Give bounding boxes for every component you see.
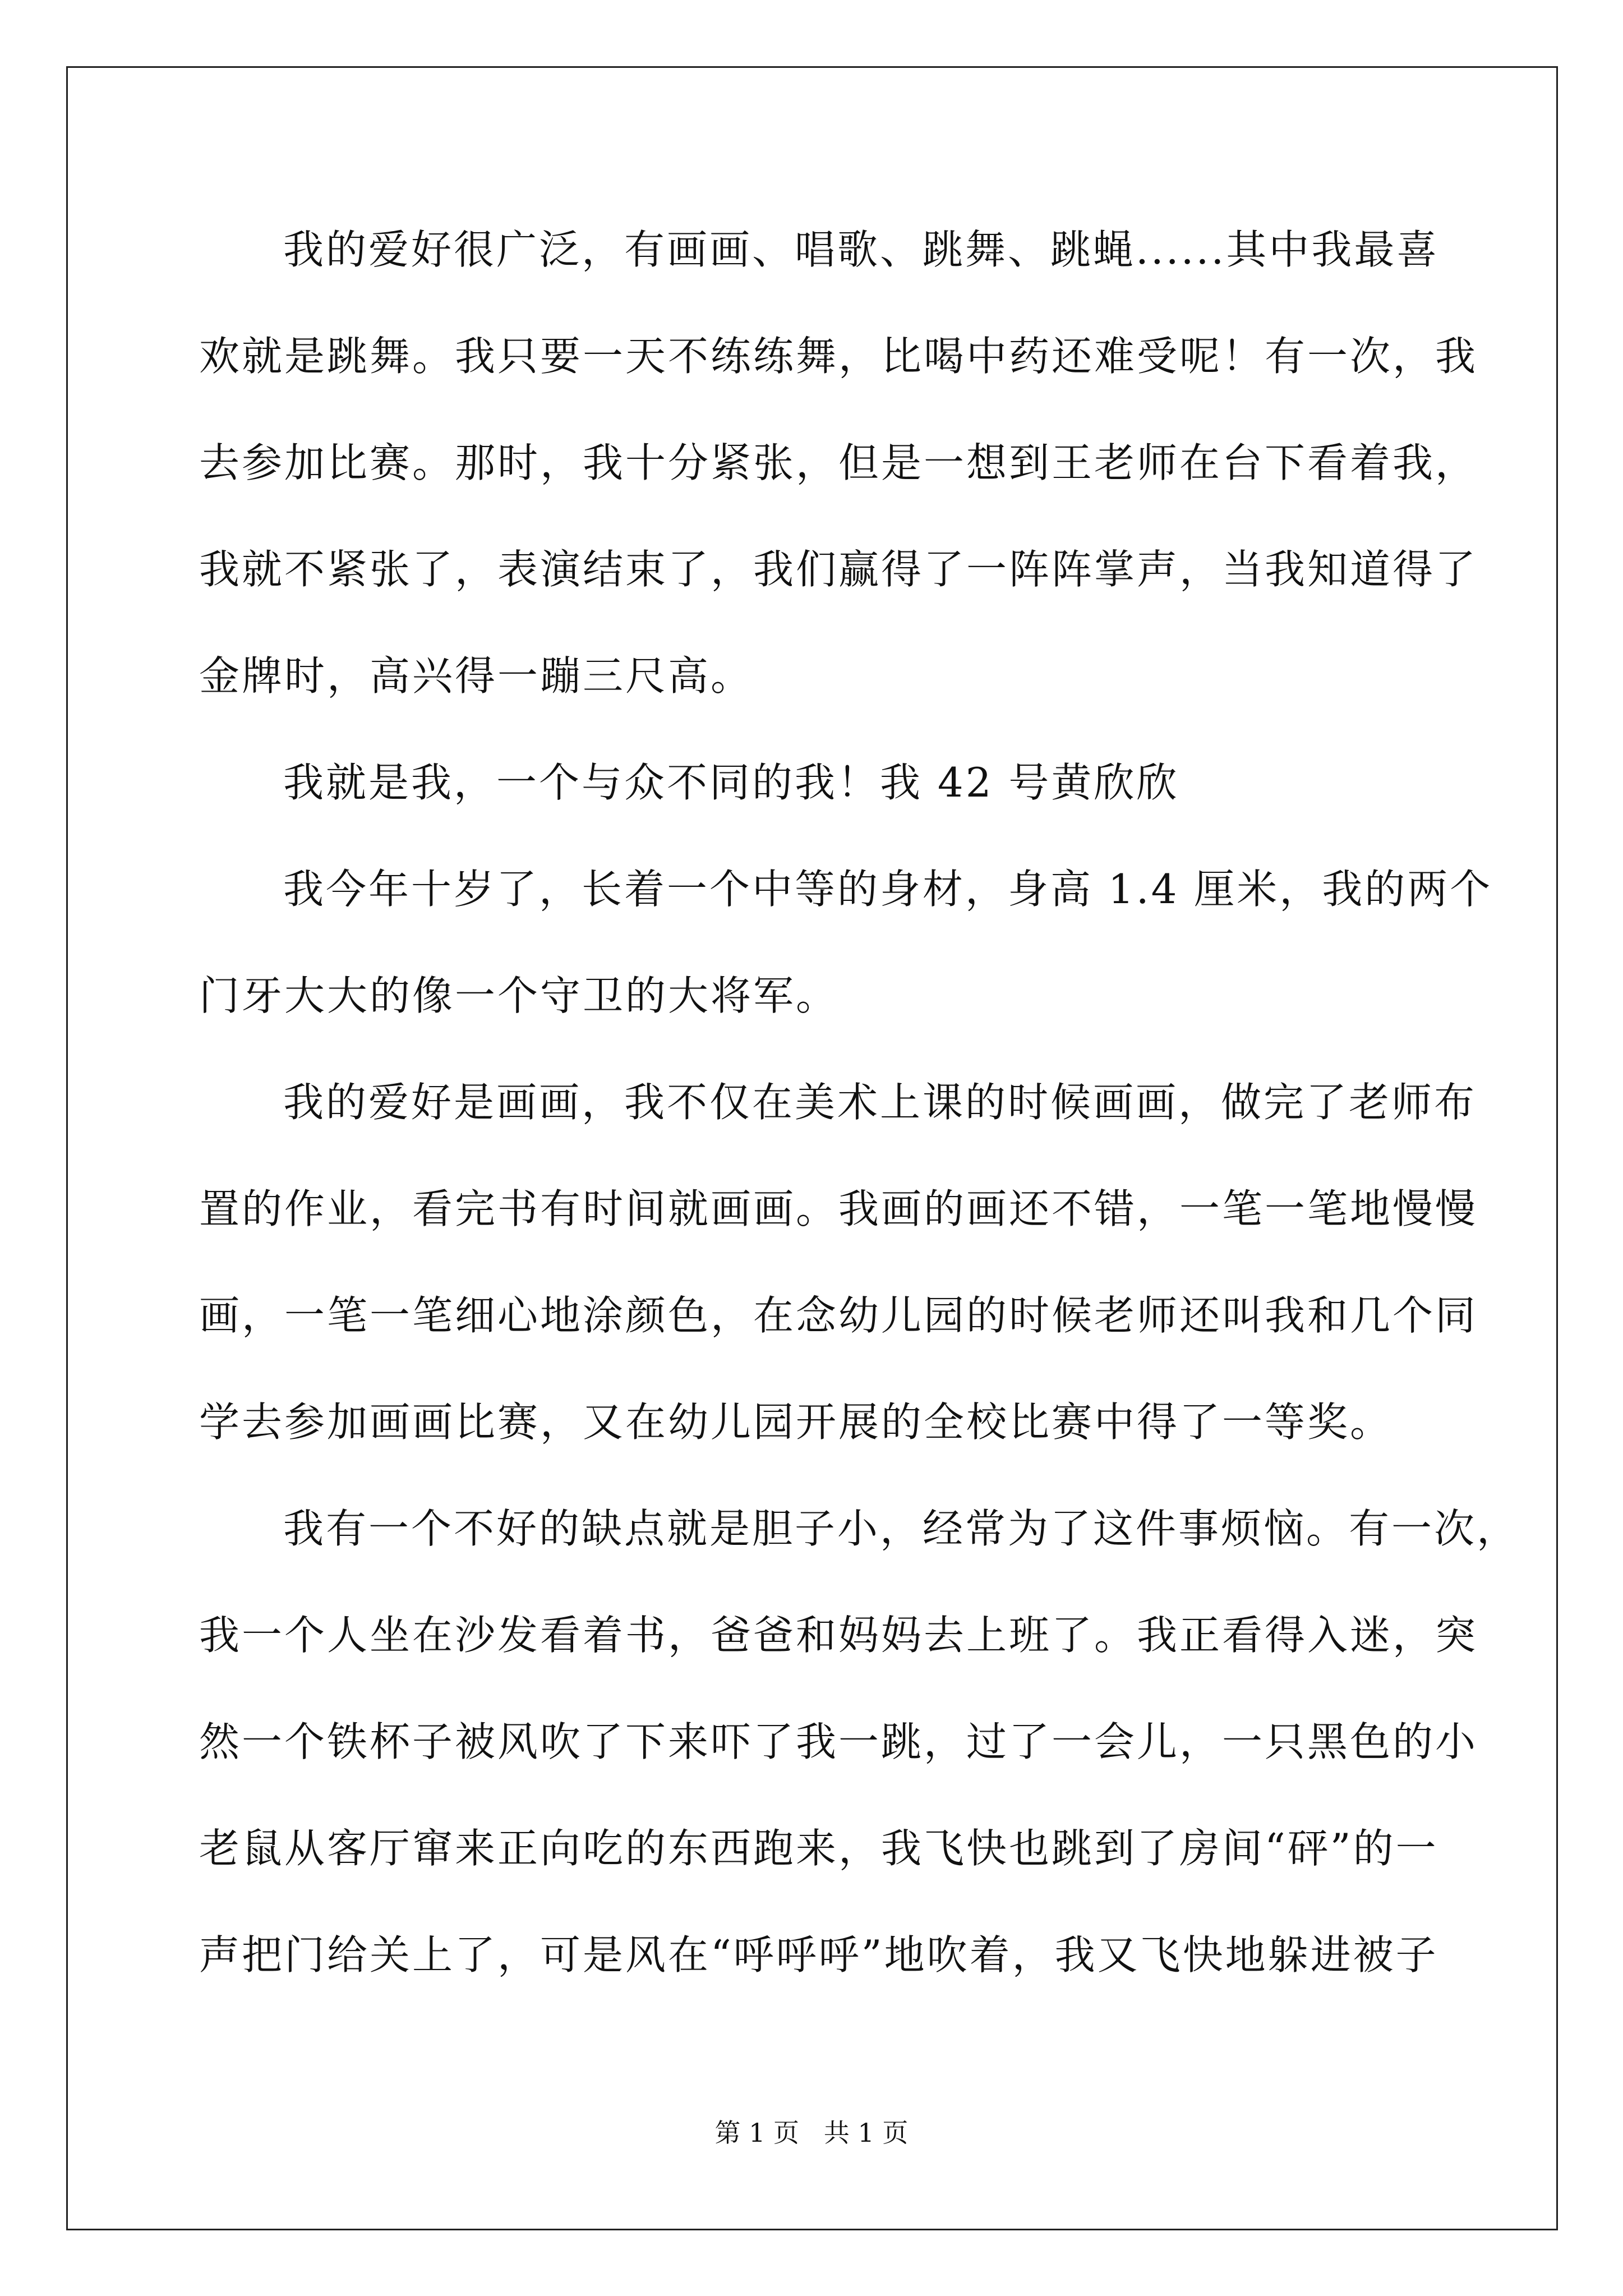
text-line: 欢就是跳舞。我只要一天不练练舞，比喝中药还难受呢！有一次，我 — [199, 333, 1478, 380]
text-line: 我的爱好很广泛，有画画、唱歌、跳舞、跳蝇......其中我最喜 — [283, 226, 1440, 273]
document-body — [199, 216, 1520, 2028]
text-line: 我的爱好是画画，我不仅在美术上课的时候画画，做完了老师布 — [283, 1079, 1477, 1126]
text-line: 去参加比赛。那时，我十分紧张，但是一想到王老师在台下看着我， — [199, 439, 1478, 486]
text-line: 置的作业，看完书有时间就画画。我画的画还不错，一笔一笔地慢慢 — [199, 1185, 1478, 1232]
page-number-footer: 第 1 页 共 1 页 — [714, 2118, 909, 2148]
text-line: 学去参加画画比赛，又在幼儿园开展的全校比赛中得了一等奖。 — [199, 1398, 1393, 1446]
text-line: 我就是我，一个与众不同的我！我 42 号黄欣欣 — [283, 759, 1179, 806]
text-line: 金牌时，高兴得一蹦三尺高。 — [199, 652, 754, 700]
text-line: 声把门给关上了，可是风在“呼呼呼”地吹着，我又飞快地躲进被子 — [199, 1931, 1438, 1978]
text-line: 我有一个不好的缺点就是胆子小，经常为了这件事烦恼。有一次， — [283, 1505, 1520, 1552]
text-line: 我就不紧张了，表演结束了，我们赢得了一阵阵掌声，当我知道得了 — [199, 546, 1478, 593]
text-line: 然一个铁杯子被风吹了下来吓了我一跳，过了一会儿，一只黑色的小 — [199, 1718, 1478, 1765]
text-line: 门牙大大的像一个守卫的大将军。 — [199, 972, 839, 1019]
text-line: 我今年十岁了，长着一个中等的身材，身高 1.4 厘米，我的两个 — [283, 866, 1493, 913]
text-line: 我一个人坐在沙发看着书，爸爸和妈妈去上班了。我正看得入迷，突 — [199, 1612, 1478, 1659]
text-line: 老鼠从客厅窜来正向吃的东西跑来，我飞快也跳到了房间“砰”的一 — [199, 1825, 1438, 1872]
text-line: 画，一笔一笔细心地涂颜色，在念幼儿园的时候老师还叫我和几个同 — [199, 1292, 1478, 1339]
